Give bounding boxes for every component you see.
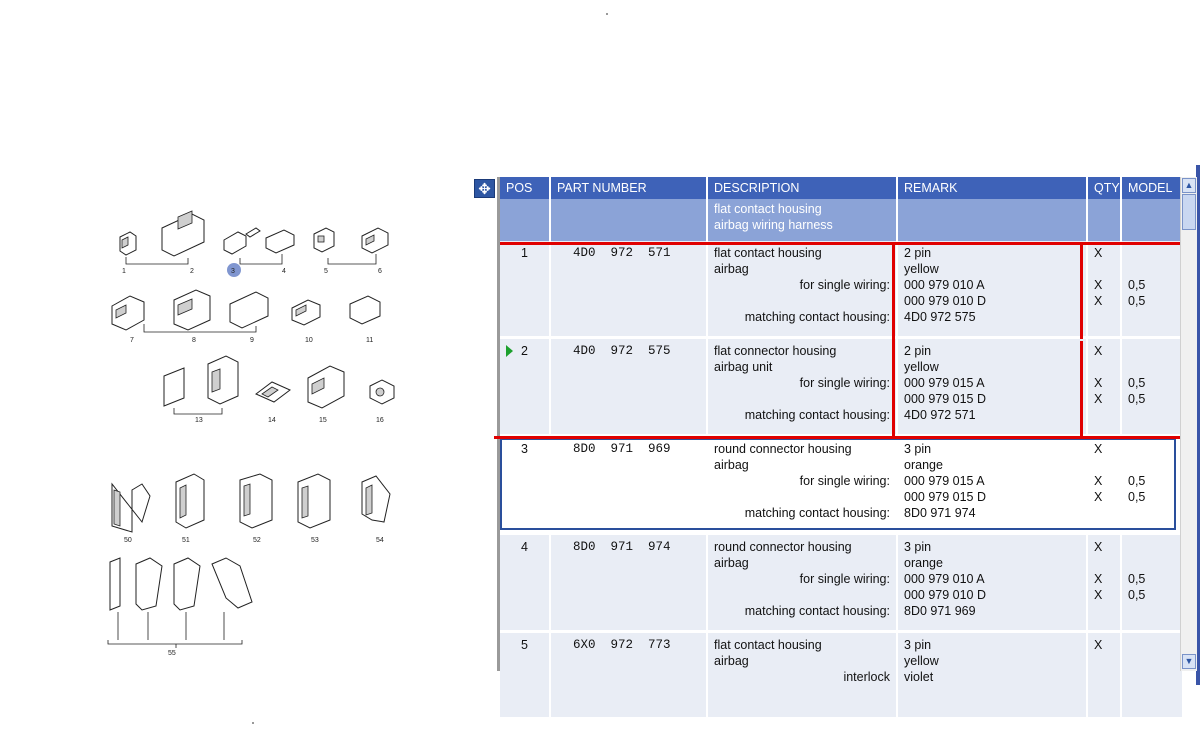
part-55[interactable] xyxy=(108,558,252,657)
part-1[interactable] xyxy=(120,232,136,275)
table-row[interactable] xyxy=(500,241,1183,338)
group-header-row xyxy=(500,199,1183,241)
cell-model xyxy=(1121,632,1183,719)
part-2[interactable] xyxy=(162,211,204,275)
cell-pos: 3 xyxy=(500,436,550,534)
cell-remark: 2 pin yellow 000 979 015 A 000 979 015 D 4D0 972 571 xyxy=(897,338,1087,436)
cell-description: round connector housing airbag for single wiring: matching contact housing: xyxy=(707,436,897,534)
table-row[interactable] xyxy=(500,534,1183,632)
header-description[interactable]: DESCRIPTION xyxy=(707,177,897,199)
part-14[interactable] xyxy=(256,382,290,424)
cell-model: 0,5 0,5 xyxy=(1121,534,1183,632)
cell-part-number[interactable]: 8D0 971 974 xyxy=(550,534,707,632)
part-7[interactable] xyxy=(112,296,144,344)
svg-text:50: 50 xyxy=(124,537,132,544)
cell-remark: 2 pin yellow 000 979 010 A 000 979 010 D 4D0 972 575 xyxy=(897,241,1087,338)
cell-pos: 5 xyxy=(500,632,550,719)
svg-text:7: 7 xyxy=(130,337,134,344)
svg-text:11: 11 xyxy=(366,337,374,344)
table-row[interactable] xyxy=(500,632,1183,719)
part-15[interactable] xyxy=(308,366,344,424)
parts-table-viewport xyxy=(497,177,1183,684)
part-13[interactable] xyxy=(164,356,238,424)
cell-pos: 2 xyxy=(500,338,550,436)
part-4[interactable] xyxy=(266,230,294,275)
part-54[interactable] xyxy=(362,476,390,544)
part-9[interactable] xyxy=(230,292,268,344)
cell-model: 0,5 0,5 xyxy=(1121,436,1183,534)
part-5[interactable] xyxy=(314,228,334,275)
svg-text:51: 51 xyxy=(182,537,190,544)
part-11[interactable] xyxy=(350,296,380,344)
svg-text:1: 1 xyxy=(122,268,126,275)
cell-description: flat connector housing airbag unit for single wiring: matching contact housing: xyxy=(707,338,897,436)
svg-text:15: 15 xyxy=(319,417,327,424)
cell-part-number[interactable]: 6X0 972 773 xyxy=(550,632,707,719)
header-remark[interactable]: REMARK xyxy=(897,177,1087,199)
part-8[interactable] xyxy=(174,290,210,344)
svg-text:52: 52 xyxy=(253,537,261,544)
cell-remark: 3 pin yellow violet xyxy=(897,632,1087,719)
parts-diagram xyxy=(100,200,410,660)
svg-text:5: 5 xyxy=(324,268,328,275)
parts-table xyxy=(500,177,1184,720)
svg-text:9: 9 xyxy=(250,337,254,344)
header-part-number[interactable]: PART NUMBER xyxy=(550,177,707,199)
svg-text:3: 3 xyxy=(231,268,235,275)
cell-qty: X xyxy=(1087,632,1121,719)
svg-text:54: 54 xyxy=(376,537,384,544)
cell-part-number[interactable]: 8D0 971 969 xyxy=(550,436,707,534)
cell-remark: 3 pin orange 000 979 010 A 000 979 010 D 8D0 971 969 xyxy=(897,534,1087,632)
cell-description: flat contact housing airbag for single wiring: matching contact housing: xyxy=(707,241,897,338)
header-model[interactable]: MODEL xyxy=(1121,177,1183,199)
svg-text:8: 8 xyxy=(192,337,196,344)
group-title: flat contact housing airbag wiring harness xyxy=(707,199,897,241)
cell-pos: 4 xyxy=(500,534,550,632)
part-3[interactable] xyxy=(224,228,260,277)
cell-remark: 3 pin orange 000 979 015 A 000 979 015 D 8D0 971 974 xyxy=(897,436,1087,534)
cell-part-number[interactable]: 4D0 972 571 xyxy=(550,241,707,338)
cell-part-number[interactable]: 4D0 972 575 xyxy=(550,338,707,436)
table-header-row xyxy=(500,177,1183,199)
svg-text:53: 53 xyxy=(311,537,319,544)
cell-pos: 1 xyxy=(500,241,550,338)
svg-text:55: 55 xyxy=(168,650,176,657)
part-53[interactable] xyxy=(298,474,330,544)
svg-text:4: 4 xyxy=(282,268,286,275)
svg-text:16: 16 xyxy=(376,417,384,424)
scroll-down-icon[interactable]: ▼ xyxy=(1182,654,1196,669)
parts-catalog xyxy=(474,177,1196,684)
header-qty[interactable]: QTY xyxy=(1087,177,1121,199)
cell-qty: X X X xyxy=(1087,534,1121,632)
svg-text:10: 10 xyxy=(305,337,313,344)
svg-text:13: 13 xyxy=(195,417,203,424)
part-50[interactable] xyxy=(112,484,150,544)
svg-text:6: 6 xyxy=(378,268,382,275)
cell-qty: X X X xyxy=(1087,338,1121,436)
vertical-scrollbar[interactable] xyxy=(1180,177,1197,671)
part-52[interactable] xyxy=(240,474,272,544)
selected-row-arrow-icon xyxy=(506,345,513,357)
cell-model: 0,5 0,5 xyxy=(1121,338,1183,436)
cell-model: 0,5 0,5 xyxy=(1121,241,1183,338)
scroll-up-icon[interactable]: ▲ xyxy=(1182,178,1196,193)
table-row[interactable] xyxy=(500,436,1183,534)
cell-description: round connector housing airbag for single wiring: matching contact housing: xyxy=(707,534,897,632)
part-6[interactable] xyxy=(362,228,388,275)
cell-description: flat contact housing airbag interlock xyxy=(707,632,897,719)
move-arrows-icon[interactable]: ✥ xyxy=(474,179,495,198)
header-pos[interactable]: POS xyxy=(500,177,550,199)
scroll-thumb[interactable] xyxy=(1182,194,1196,230)
table-row[interactable] xyxy=(500,338,1183,436)
part-51[interactable] xyxy=(176,474,204,544)
cell-qty: X X X xyxy=(1087,241,1121,338)
part-16[interactable] xyxy=(370,380,394,424)
part-10[interactable] xyxy=(292,300,320,344)
cell-qty: X X X xyxy=(1087,436,1121,534)
svg-text:14: 14 xyxy=(268,417,276,424)
svg-text:2: 2 xyxy=(190,268,194,275)
